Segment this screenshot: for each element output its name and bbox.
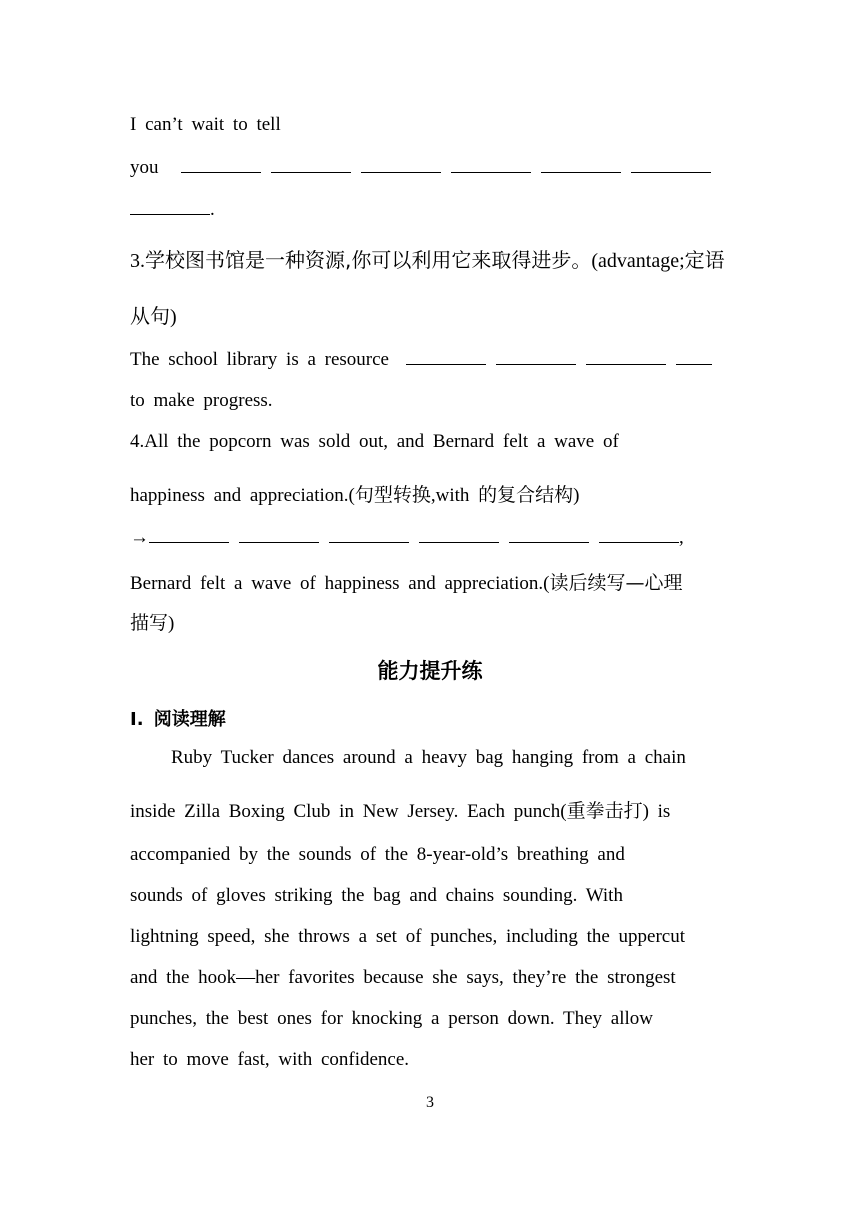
q4-prompt-en2: ,with xyxy=(430,485,479,506)
passage-line: punches, the best ones for knocking a person down. They allow xyxy=(130,1008,653,1029)
answer-blank[interactable] xyxy=(149,526,229,543)
passage-line xyxy=(130,796,670,823)
section-title: 能力提升练 xyxy=(377,659,483,683)
answer-blank[interactable] xyxy=(586,348,666,365)
passage-text: ) is xyxy=(642,801,671,822)
q3-number: 3. xyxy=(130,250,145,272)
paren: ) xyxy=(170,306,177,328)
q3-prompt-line2 xyxy=(130,300,177,329)
passage-line: and the hook—her favorites because she says, they’re the strongest xyxy=(130,967,676,988)
answer-blank[interactable] xyxy=(130,198,210,215)
q3-prompt xyxy=(130,244,725,273)
comma: , xyxy=(679,527,684,548)
q4-answer-en: Bernard felt a wave of happiness and appreciation.( xyxy=(130,573,550,594)
period: . xyxy=(210,199,215,220)
answer-blank[interactable] xyxy=(419,526,499,543)
passage-line: her to move fast, with confidence. xyxy=(130,1049,410,1070)
q4-answer-cn2: 描写 xyxy=(130,612,169,634)
q4-prompt-line1: 4.All the popcorn was sold out, and Bernard felt a wave of xyxy=(130,431,619,452)
answer-blank[interactable] xyxy=(676,348,712,365)
q4-prompt-cn2: 的复合结构 xyxy=(478,484,574,506)
q4-prompt-en: happiness and appreciation.( xyxy=(130,485,355,506)
passage-line: sounds of gloves striking the bag and chains sounding. With xyxy=(130,885,623,906)
q4-answer-line3 xyxy=(130,608,174,635)
passage-text-cn: 重拳击打 xyxy=(566,800,643,822)
paren: ) xyxy=(168,613,175,634)
q4-answer-line1 xyxy=(130,526,684,549)
q4-answer-line2 xyxy=(130,568,682,595)
q2-answer-line2 xyxy=(130,198,215,221)
passage-line: lightning speed, she throws a set of punches, including the uppercut xyxy=(130,926,686,947)
passage-line: accompanied by the sounds of the 8-year-old’s breathing and xyxy=(130,844,625,865)
answer-blank[interactable] xyxy=(329,526,409,543)
answer-blank[interactable] xyxy=(361,156,441,173)
passage-text: inside Zilla Boxing Club in New Jersey. Each punch( xyxy=(130,801,567,822)
answer-blank[interactable] xyxy=(541,156,621,173)
answer-blank[interactable] xyxy=(406,348,486,365)
q2-line2-prefix: you xyxy=(130,157,159,178)
answer-blank[interactable] xyxy=(496,348,576,365)
q3-answer-text: The school library is a resource xyxy=(130,349,389,370)
q4-answer-cn: 读后续写—心理 xyxy=(549,572,683,594)
q3-answer-line1 xyxy=(130,348,712,371)
answer-blank[interactable] xyxy=(451,156,531,173)
q3-hint-cn: 定语 xyxy=(684,248,725,272)
answer-blank[interactable] xyxy=(239,526,319,543)
paren: ) xyxy=(573,485,580,506)
passage-line: Ruby Tucker dances around a heavy bag hanging from a chain xyxy=(171,747,686,768)
q3-answer-line2: to make progress. xyxy=(130,390,273,411)
arrow-icon: → xyxy=(130,527,149,548)
answer-blank[interactable] xyxy=(509,526,589,543)
answer-blank[interactable] xyxy=(599,526,679,543)
q4-prompt-cn: 句型转换 xyxy=(354,484,431,506)
answer-blank[interactable] xyxy=(631,156,711,173)
subsection-title: Ⅰ. 阅读理解 xyxy=(130,709,226,730)
q3-hint-en: (advantage; xyxy=(591,250,685,272)
q3-hint-cn2: 从句 xyxy=(130,304,170,328)
page-number: 3 xyxy=(426,1094,434,1111)
q2-answer-line xyxy=(130,156,711,179)
answer-blank[interactable] xyxy=(271,156,351,173)
answer-blank[interactable] xyxy=(181,156,261,173)
q3-prompt-cn: 学校图书馆是一种资源,你可以利用它来取得进步。 xyxy=(145,248,592,272)
q2-line1: I can’t wait to tell xyxy=(130,114,281,135)
q4-prompt-line2 xyxy=(130,480,579,507)
